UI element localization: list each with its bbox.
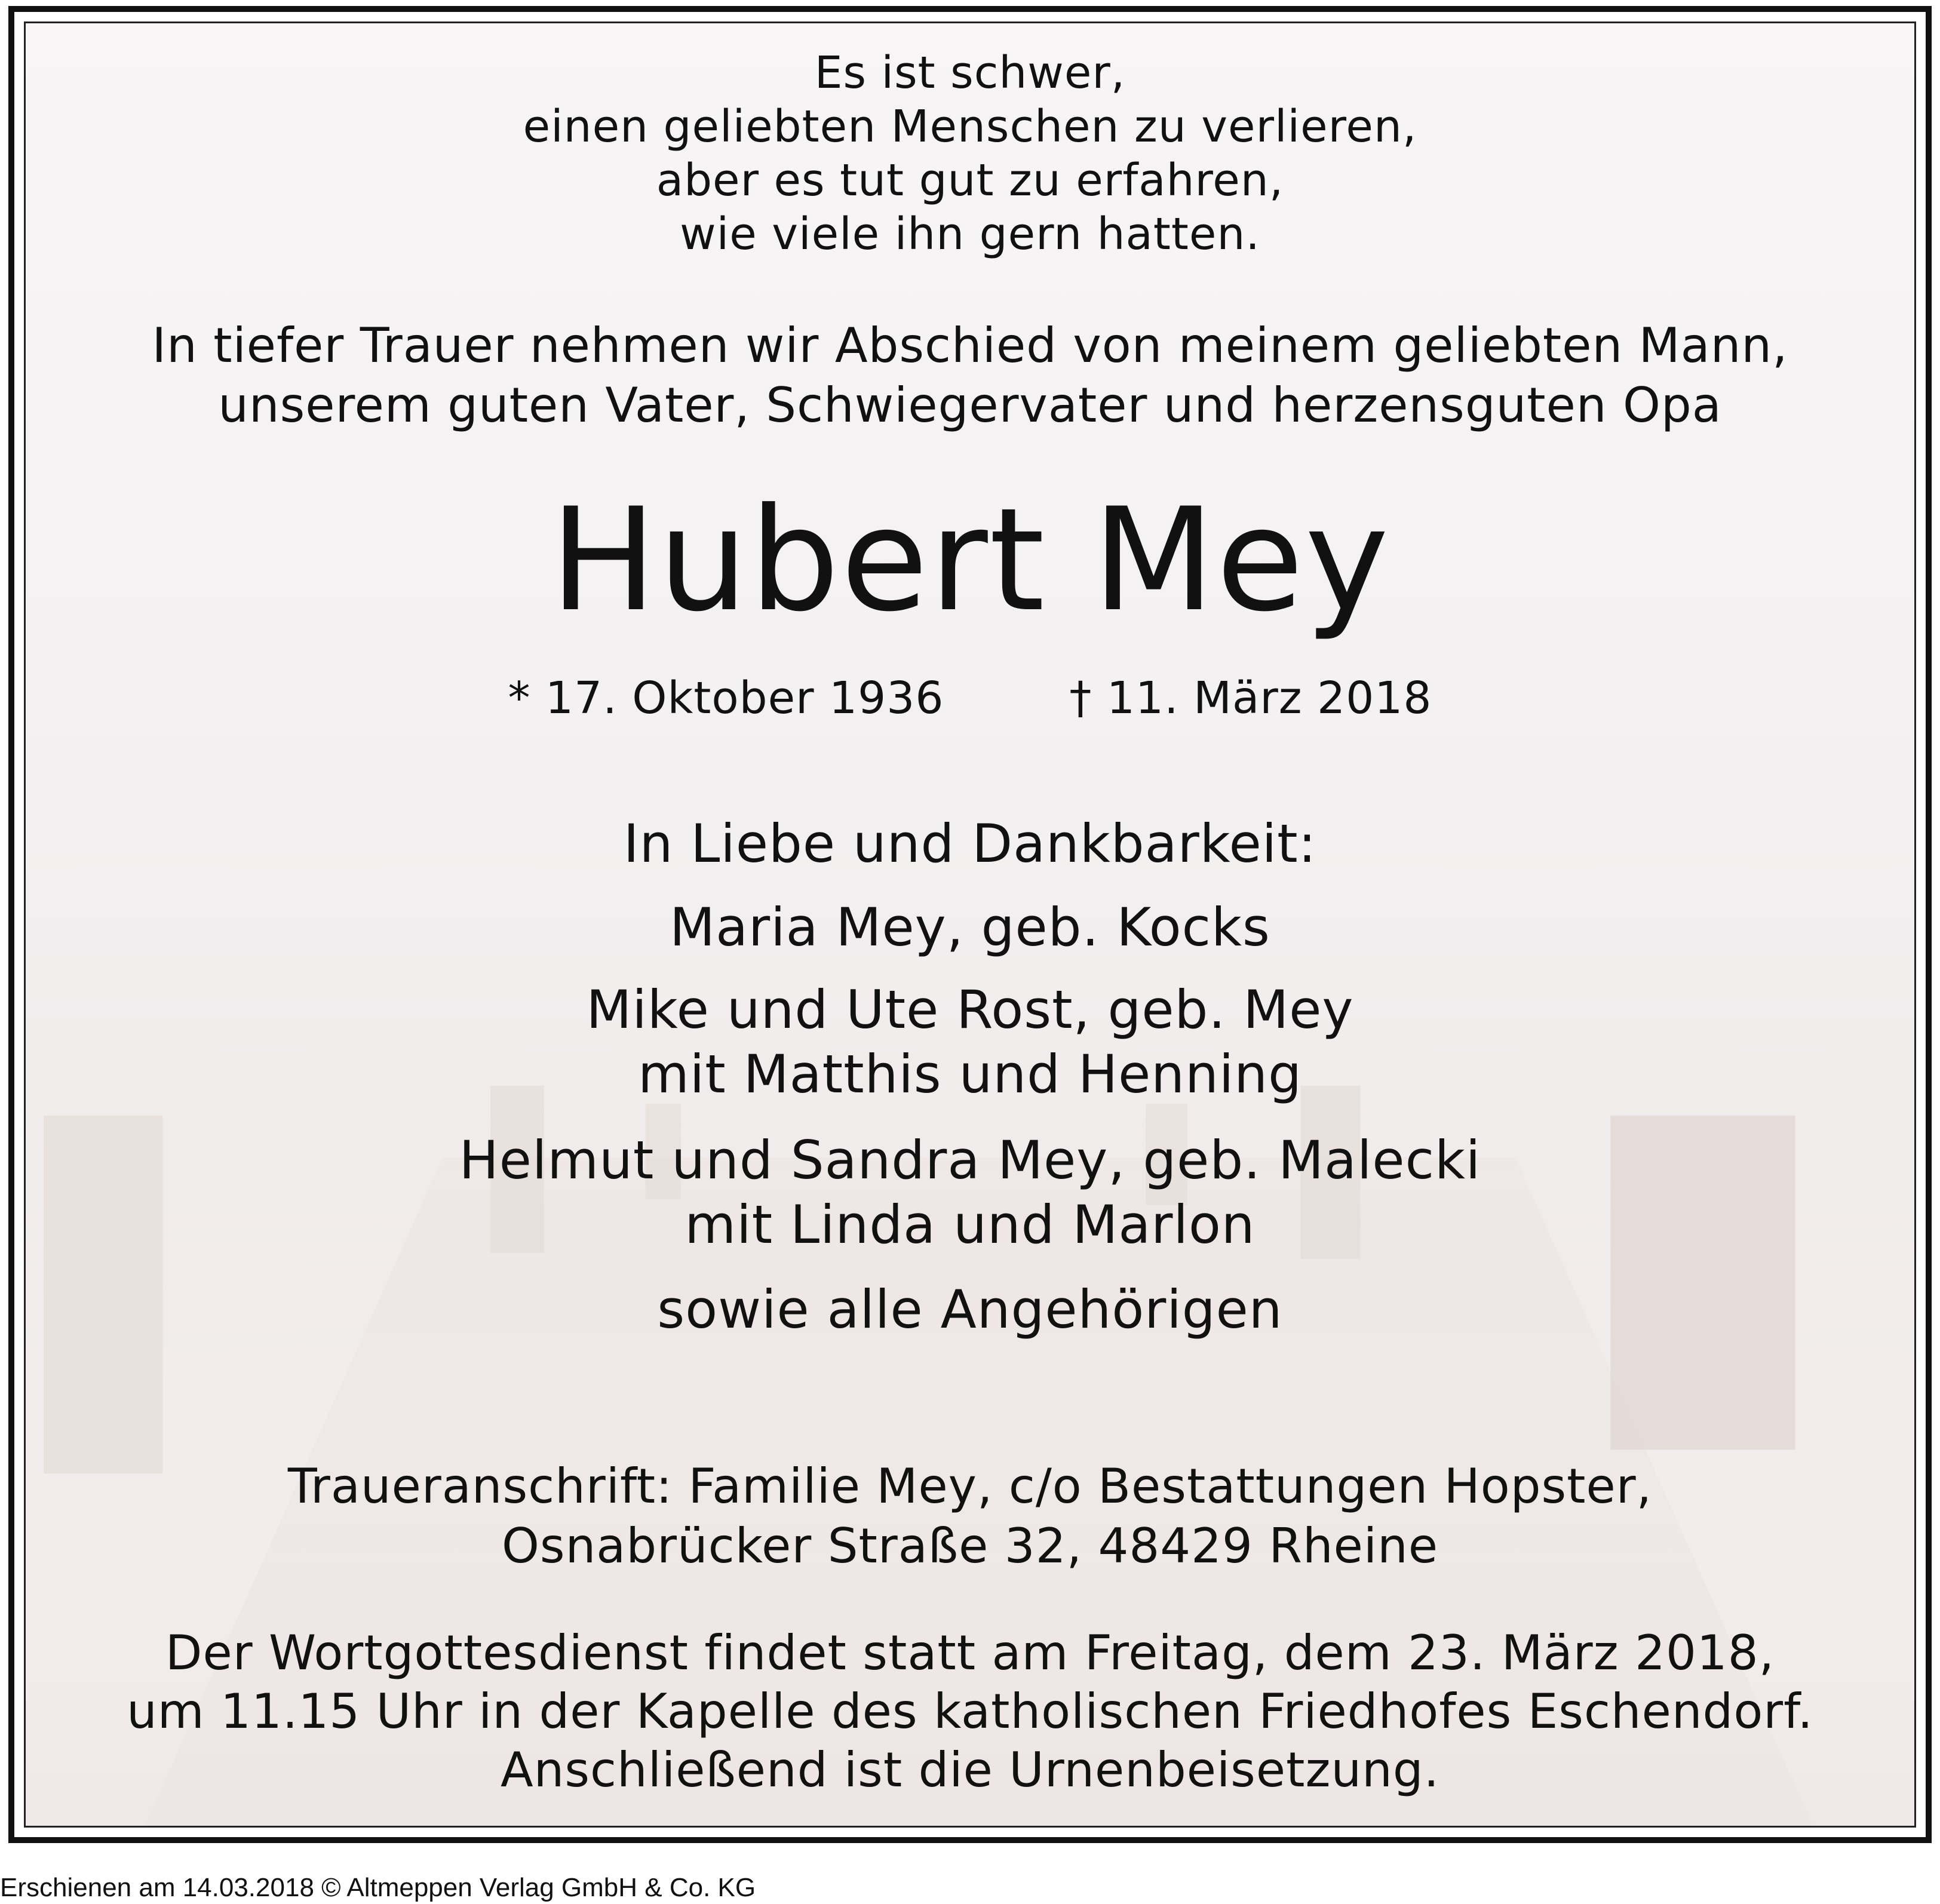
intro-line: unserem guten Vater, Schwiegervater und herzensguten Opa bbox=[218, 377, 1722, 433]
service-line: um 11.15 Uhr in der Kapelle des katholischen Friedhofes Eschendorf. bbox=[127, 1684, 1813, 1739]
poem-line: Es ist schwer, bbox=[814, 47, 1126, 99]
service-line: Anschließend ist die Urnenbeisetzung. bbox=[500, 1742, 1440, 1798]
signer-line: sowie alle Angehörigen bbox=[657, 1279, 1283, 1340]
death-date: † 11. März 2018 bbox=[1069, 672, 1432, 724]
signer-line: mit Matthis und Henning bbox=[638, 1043, 1302, 1105]
poem-line: aber es tut gut zu erfahren, bbox=[656, 155, 1284, 206]
poem-line: einen geliebten Menschen zu verlieren, bbox=[523, 101, 1417, 152]
life-dates bbox=[26, 671, 1914, 725]
obituary-panel bbox=[24, 22, 1916, 1828]
signer-line: Maria Mey, geb. Kocks bbox=[670, 896, 1270, 958]
publication-footer: Erschienen am 14.03.2018 © Altmeppen Verlag GmbH & Co. KG bbox=[0, 1873, 756, 1902]
obituary-text bbox=[26, 23, 1914, 1826]
signer-line: Mike und Ute Rost, geb. Mey bbox=[586, 979, 1354, 1040]
address-line: Osnabrücker Straße 32, 48429 Rheine bbox=[501, 1518, 1439, 1574]
signer-line: Helmut und Sandra Mey, geb. Malecki bbox=[459, 1129, 1481, 1191]
intro-line: In tiefer Trauer nehmen wir Abschied von meinem geliebten Mann, bbox=[152, 318, 1788, 373]
address-line: Traueranschrift: Familie Mey, c/o Bestattungen Hopster, bbox=[287, 1458, 1653, 1514]
birth-date: * 17. Oktober 1936 bbox=[508, 672, 944, 724]
poem-line: wie viele ihn gern hatten. bbox=[680, 208, 1260, 260]
signer-line: mit Linda und Marlon bbox=[684, 1194, 1256, 1255]
signers-heading: In Liebe und Dankbarkeit: bbox=[623, 813, 1317, 874]
deceased-name: Hubert Mey bbox=[550, 478, 1390, 643]
service-line: Der Wortgottesdienst findet statt am Freitag, dem 23. März 2018, bbox=[165, 1625, 1775, 1681]
obituary-frame bbox=[8, 6, 1932, 1843]
